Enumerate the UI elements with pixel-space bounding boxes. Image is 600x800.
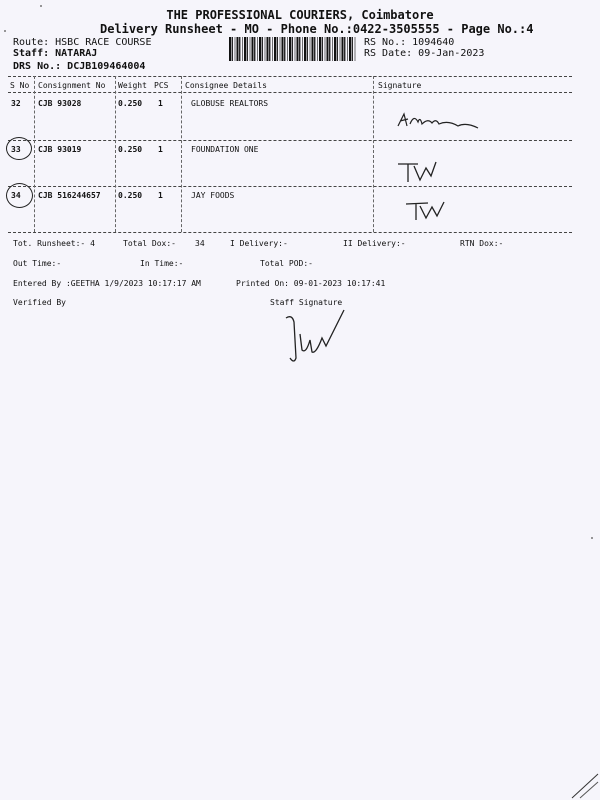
in-time-label: In Time:- <box>140 259 184 268</box>
route-label: Route: HSBC RACE COURSE <box>13 37 152 48</box>
table-bottom-border <box>8 232 572 233</box>
handwritten-signature <box>396 156 446 186</box>
row-consignee: GLOBUSE REALTORS <box>191 99 269 108</box>
out-time-label: Out Time:- <box>13 259 62 268</box>
row-sno: 33 <box>11 145 21 154</box>
row-sno: 34 <box>11 191 21 200</box>
entered-by: Entered By :GEETHA 1/9/2023 10:17:17 AM <box>13 279 201 288</box>
rtn-dox-label: RTN Dox:- <box>460 239 504 248</box>
column-divider <box>181 76 182 232</box>
handwritten-signature <box>392 108 502 136</box>
header-consignee-details: Consignee Details <box>185 81 267 90</box>
scan-speck <box>4 30 6 32</box>
row-consignment-no: CJB 93028 <box>38 99 82 108</box>
company-title: THE PROFESSIONAL COURIERS, Coimbatore <box>166 8 434 22</box>
row-weight: 0.250 <box>118 99 143 108</box>
row-pcs: 1 <box>158 145 163 154</box>
drs-number: DRS No.: DCJB109464004 <box>13 61 146 72</box>
scan-speck <box>40 5 42 7</box>
barcode-image <box>229 37 356 61</box>
row-pcs: 1 <box>158 191 163 200</box>
rs-number: RS No.: 1094640 <box>364 37 455 48</box>
handwritten-signature <box>404 198 454 224</box>
header-weight: Weight <box>118 81 147 90</box>
total-dox-label: Total Dox:- <box>123 239 176 248</box>
row-consignment-no: CJB 93019 <box>38 145 82 154</box>
rs-date: RS Date: 09-Jan-2023 <box>364 48 485 59</box>
row-pcs: 1 <box>158 99 163 108</box>
column-divider <box>373 76 374 232</box>
row-divider <box>8 186 572 187</box>
total-dox-value: 34 <box>195 239 205 248</box>
column-divider <box>115 76 116 232</box>
ii-delivery-label: II Delivery:- <box>343 239 406 248</box>
row-consignee: FOUNDATION ONE <box>191 145 259 154</box>
staff-label: Staff: NATARAJ <box>13 48 98 59</box>
staff-handwritten-signature <box>278 304 358 366</box>
staff-signature-label: Staff Signature <box>270 298 343 307</box>
handwritten-circle-mark <box>6 137 32 160</box>
page-corner-mark <box>570 770 600 800</box>
total-pod-label: Total POD:- <box>260 259 313 268</box>
runsheet-title: Delivery Runsheet - MO - Phone No.:0422-3505555 - Page No.:4 <box>100 22 534 36</box>
handwritten-circle-mark <box>6 183 33 208</box>
header-sno: S No <box>10 81 30 90</box>
verified-by-label: Verified By <box>13 298 66 307</box>
row-sno: 32 <box>11 99 21 108</box>
total-runsheet: Tot. Runsheet:- 4 <box>13 239 95 248</box>
row-consignee: JAY FOODS <box>191 191 235 200</box>
scan-speck <box>591 537 593 539</box>
column-divider <box>34 76 35 232</box>
table-top-border <box>8 76 572 77</box>
row-consignment-no: CJB 516244657 <box>38 191 101 200</box>
header-signature: Signature <box>378 81 422 90</box>
table-header-border <box>8 92 572 93</box>
header-pcs: PCS <box>154 81 169 90</box>
row-weight: 0.250 <box>118 191 143 200</box>
i-delivery-label: I Delivery:- <box>230 239 288 248</box>
row-weight: 0.250 <box>118 145 143 154</box>
printed-on: Printed On: 09-01-2023 10:17:41 <box>236 279 386 288</box>
header-consignment-no: Consignment No <box>38 81 106 90</box>
row-divider <box>8 140 572 141</box>
